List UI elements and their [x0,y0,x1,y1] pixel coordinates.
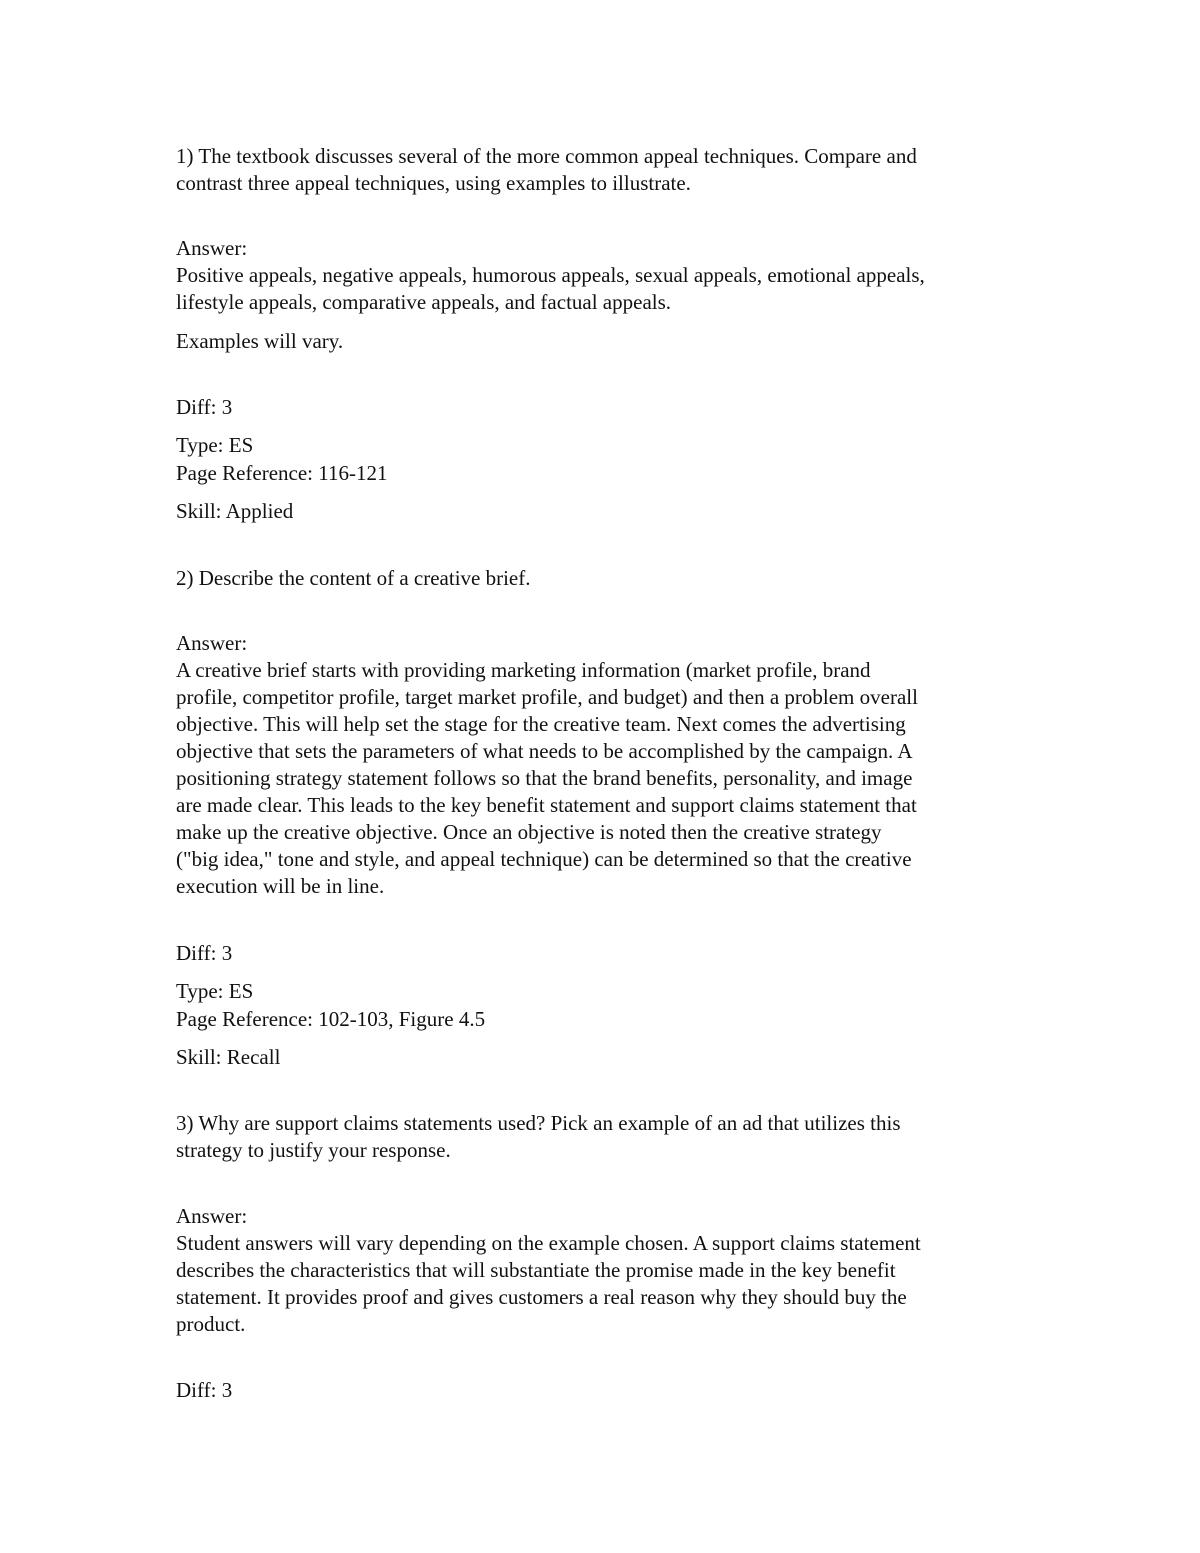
question-2-answer-line-7: make up the creative objective. Once an objective is noted then the creative strategy [176,820,882,844]
question-3-answer-line-4: product. [176,1312,246,1336]
question-1-page-reference: Page Reference: 116-121 [176,461,388,485]
question-1-answer-line-1: Positive appeals, negative appeals, humorous appeals, sexual appeals, emotional appeals, [176,263,925,287]
question-2-diff: Diff: 3 [176,941,233,965]
question-3-prompt-line-2: strategy to justify your response. [176,1138,451,1162]
question-2-answer-label: Answer: [176,631,248,655]
question-3-answer-line-1: Student answers will vary depending on the example chosen. A support claims statement [176,1231,921,1255]
question-1-prompt-line-2: contrast three appeal techniques, using examples to illustrate. [176,171,691,195]
question-2-answer-line-9: execution will be in line. [176,874,385,898]
question-1-type: Type: ES [176,433,254,457]
question-2-prompt-line-1: 2) Describe the content of a creative brief. [176,566,531,590]
question-1-answer [176,262,1036,316]
question-2-answer-line-6: are made clear. This leads to the key benefit statement and support claims statement that [176,793,917,817]
question-2-answer-line-5: positioning strategy statement follows so that the brand benefits, personality, and image [176,766,913,790]
question-3-diff: Diff: 3 [176,1378,233,1402]
question-2-answer-line-3: objective. This will help set the stage for the creative team. Next comes the advertising [176,712,906,736]
question-1-answer-label: Answer: [176,236,248,260]
question-3-prompt [176,1110,1036,1164]
question-3-answer-line-3: statement. It provides proof and gives customers a real reason why they should buy the [176,1285,907,1309]
question-3-prompt-line-1: 3) Why are support claims statements used? Pick an example of an ad that utilizes this [176,1111,901,1135]
question-2-type: Type: ES [176,979,254,1003]
question-2-answer [176,657,1036,900]
question-3-answer-label: Answer: [176,1204,248,1228]
question-2-answer-line-1: A creative brief starts with providing marketing information (market profile, brand [176,658,871,682]
question-1-diff: Diff: 3 [176,395,233,419]
question-2-prompt [176,565,1036,592]
question-1-prompt [176,143,1036,197]
question-1-skill: Skill: Applied [176,499,294,523]
question-3-answer [176,1230,1036,1338]
question-1-prompt-line-1: 1) The textbook discusses several of the more common appeal techniques. Compare and [176,144,917,168]
question-1-answer-line-2: lifestyle appeals, comparative appeals, and factual appeals. [176,290,672,314]
question-3-answer-line-2: describes the characteristics that will substantiate the promise made in the key benefit [176,1258,896,1282]
question-1-examples-note: Examples will vary. [176,329,344,353]
question-2-answer-line-2: profile, competitor profile, target market profile, and budget) and then a problem overall [176,685,918,709]
question-2-answer-line-8: ("big idea," tone and style, and appeal technique) can be determined so that the creative [176,847,912,871]
question-2-skill: Skill: Recall [176,1045,281,1069]
question-2-page-reference: Page Reference: 102-103, Figure 4.5 [176,1007,486,1031]
question-2-answer-line-4: objective that sets the parameters of what needs to be accomplished by the campaign. A [176,739,913,763]
